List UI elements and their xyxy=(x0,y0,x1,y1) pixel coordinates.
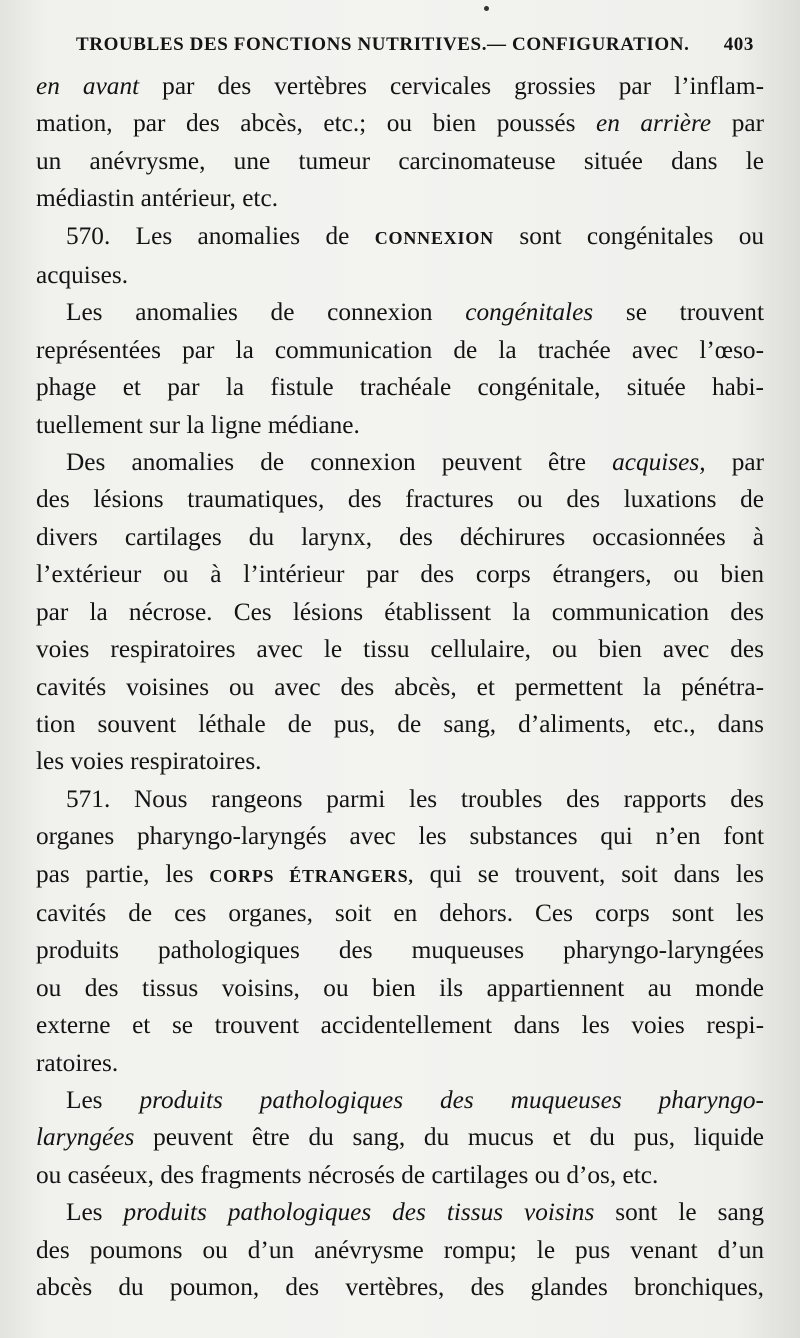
text-line xyxy=(36,257,764,294)
italic-run: acquises, xyxy=(612,448,706,477)
text-run: tion souvent léthale de pus, de sang, d’aliments, etc., dans xyxy=(36,709,764,738)
text-run: Les xyxy=(66,1198,124,1227)
text-run: des poumons ou d’un anévrysme rompu; le pus venant d’un xyxy=(36,1235,764,1264)
text-line xyxy=(36,444,764,481)
running-title: TROUBLES DES FONCTIONS NUTRITIVES.— CONFIGURATION. xyxy=(76,34,690,55)
page-number: 403 xyxy=(723,34,754,55)
text-run: Des anomalies de connexion peuvent être xyxy=(66,448,613,477)
text-line xyxy=(36,1082,764,1119)
text-run: mation, par des abcès, etc.; ou bien poussés xyxy=(36,109,596,138)
text-line xyxy=(36,1157,764,1194)
paragraph-number: 570. xyxy=(66,221,111,250)
text-line xyxy=(36,743,764,780)
text-run: ou caséeux, des fragments nécrosés de cartilages ou d’os, etc. xyxy=(36,1160,659,1189)
text-line xyxy=(36,294,764,331)
text-run: peuvent être du sang, du mucus et du pus, liquide xyxy=(134,1123,764,1152)
text-line xyxy=(36,1232,764,1269)
text-line xyxy=(36,1007,764,1044)
print-speck xyxy=(484,6,489,11)
text-line xyxy=(36,631,764,668)
text-line xyxy=(36,369,764,406)
paragraph xyxy=(36,294,764,444)
paragraph xyxy=(36,218,764,295)
text-line xyxy=(36,781,764,818)
text-run: externe et se trouvent accidentellement dans les voies respi- xyxy=(36,1011,764,1040)
paragraph-number: 571. xyxy=(66,784,111,813)
text-line xyxy=(36,895,764,932)
text-run: Les xyxy=(66,1085,140,1114)
text-run: qui se trouvent, soit dans les xyxy=(413,859,764,888)
text-run: sont le sang xyxy=(594,1198,764,1227)
italic-run: en arrière xyxy=(595,109,712,138)
text-line xyxy=(36,706,764,743)
text-run: cavités voisines ou avec des abcès, et permettent la pénétra- xyxy=(36,672,764,701)
text-line xyxy=(36,218,764,257)
text-run: Les anomalies de connexion xyxy=(66,298,466,327)
text-line xyxy=(36,519,764,556)
text-run: ratoires. xyxy=(36,1048,119,1077)
text-run: divers cartilages du larynx, des déchirures occasionnées à xyxy=(36,522,764,551)
paragraph xyxy=(36,68,764,218)
text-run: pas partie, les xyxy=(36,859,210,888)
italic-run: en avant xyxy=(36,72,140,100)
running-header xyxy=(72,34,762,64)
text-line xyxy=(36,1119,764,1156)
paragraph xyxy=(36,1082,764,1194)
text-line xyxy=(36,407,764,444)
text-run: se trouvent xyxy=(593,298,764,327)
text-run: médiastin antérieur, etc. xyxy=(36,184,279,213)
text-line xyxy=(36,481,764,518)
text-run: représentées par la communication de la trachée avec l’œso- xyxy=(36,335,764,364)
text-line xyxy=(36,105,764,142)
text-run: organes pharyngo-laryngés avec les substances qui n’en font xyxy=(36,822,764,851)
paragraph xyxy=(36,1194,764,1306)
text-run: tuellement sur la ligne médiane. xyxy=(36,410,360,439)
small-caps-run: CORPS ÉTRANGERS, xyxy=(209,865,414,886)
text-run: par la nécrose. Ces lésions établissent la communication des xyxy=(36,597,764,626)
text-line xyxy=(36,1194,764,1231)
paragraph xyxy=(36,444,764,781)
text-run: des lésions traumatiques, des fractures ou des luxations de xyxy=(36,485,764,514)
text-run: phage et par la fistule trachéale congénitale, située habi- xyxy=(36,373,764,402)
paragraph xyxy=(36,781,764,1082)
text-run: par des vertèbres cervicales grossies par l’inflam- xyxy=(139,72,764,100)
text-line xyxy=(36,1045,764,1082)
text-run: sont congénitales ou xyxy=(493,221,764,250)
text-run: par xyxy=(705,448,764,477)
italic-run: congénitales xyxy=(465,298,594,327)
text-run: les voies respiratoires. xyxy=(36,747,262,776)
text-run: Les anomalies de xyxy=(110,221,375,250)
text-line xyxy=(36,669,764,706)
text-run: acquises. xyxy=(36,261,129,290)
text-run: Nous rangeons parmi les troubles des rapports des xyxy=(110,784,764,813)
text-line xyxy=(36,332,764,369)
text-run: ou des tissus voisins, ou bien ils appartiennent au monde xyxy=(36,973,764,1002)
text-run: cavités de ces organes, soit en dehors. Ces corps sont les xyxy=(36,898,764,927)
text-line xyxy=(36,970,764,1007)
text-run: produits pathologiques des muqueuses pharyngo-laryngées xyxy=(36,936,764,965)
text-run: l’extérieur ou à l’intérieur par des corps étrangers, ou bien xyxy=(36,560,764,589)
italic-run: produits pathologiques des tissus voisins xyxy=(123,1198,595,1227)
text-line xyxy=(36,180,764,217)
text-line xyxy=(36,594,764,631)
text-run: un anévrysme, une tumeur carcinomateuse située dans le xyxy=(36,146,764,175)
text-line xyxy=(36,932,764,969)
text-run: par xyxy=(711,109,764,138)
body-text xyxy=(36,68,764,1306)
text-line xyxy=(36,856,764,895)
italic-run: laryngées xyxy=(36,1123,135,1152)
text-line xyxy=(36,1269,764,1306)
small-caps-run: CONNEXION xyxy=(374,227,494,248)
text-line xyxy=(36,818,764,855)
text-run: voies respiratoires avec le tissu cellulaire, ou bien avec des xyxy=(36,635,764,664)
text-line xyxy=(36,143,764,180)
text-line xyxy=(36,68,764,105)
italic-run: produits pathologiques des muqueuses pharyngo- xyxy=(139,1085,764,1114)
text-run: abcès du poumon, des vertèbres, des glandes bronchiques, xyxy=(36,1273,764,1301)
text-line xyxy=(36,556,764,593)
